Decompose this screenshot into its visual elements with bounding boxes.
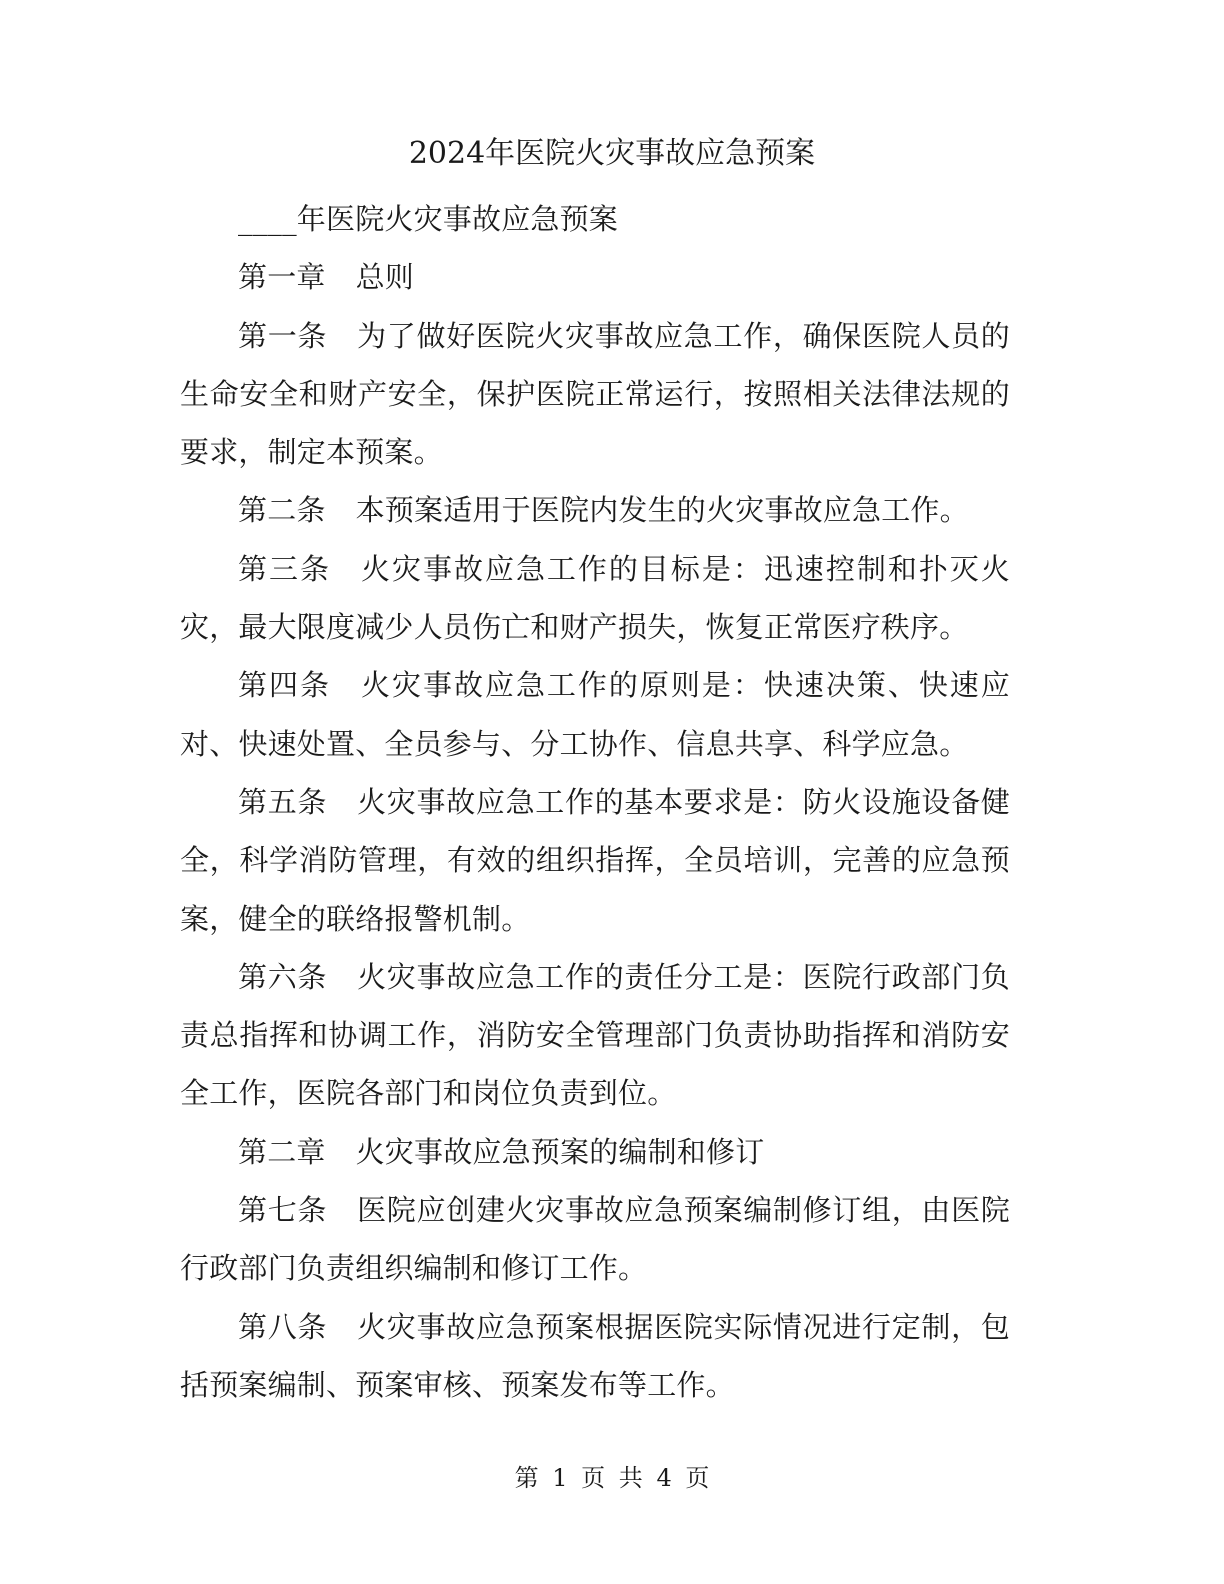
paragraph-text: 火灾事故应急工作的责任分工是：医院行政部门负责总指挥和协调工作，消防安全管理部门负责协助指挥和消防安全工作，医院各部门和岗位负责到位。 — [180, 959, 1010, 1111]
paragraph-text: 火灾事故应急预案根据医院实际情况进行定制，包括预案编制、预案审核、预案发布等工作。 — [180, 1309, 1010, 1402]
paragraph-text: 总则 — [355, 260, 415, 295]
article-label: 第七条 — [238, 1193, 328, 1228]
paragraph-text: 火灾事故应急工作的原则是：快速决策、快速应对、快速处置、全员参与、分工协作、信息共享、科学应急。 — [180, 668, 1011, 761]
paragraph — [180, 656, 1010, 773]
article-label: 第四条 — [238, 668, 331, 703]
paragraph — [180, 948, 1010, 1123]
paragraph — [180, 540, 1010, 657]
page-footer: 第 1 页 共 4 页 — [514, 1464, 710, 1492]
paragraph — [180, 481, 1010, 539]
paragraph-text: 火灾事故应急工作的目标是：迅速控制和扑灭火灾，最大限度减少人员伤亡和财产损失，恢复正常医疗秩序。 — [180, 551, 1011, 645]
chapter-label: 第一章 — [238, 260, 326, 295]
document-body — [180, 190, 1010, 1414]
paragraph — [180, 307, 1010, 482]
paragraph — [180, 1181, 1010, 1298]
article-label: 第二条 — [238, 493, 326, 528]
article-label: 第五条 — [238, 784, 328, 819]
article-label: 第八条 — [238, 1309, 328, 1344]
paragraph — [180, 1123, 1010, 1181]
paragraph — [180, 190, 1010, 248]
paragraph-text: 火灾事故应急预案的编制和修订 — [355, 1134, 765, 1169]
article-label: 第三条 — [238, 551, 331, 586]
paragraph-text: 医院应创建火灾事故应急预案编制修订组，由医院行政部门负责组织编制和修订工作。 — [180, 1193, 1010, 1286]
paragraph — [180, 248, 1010, 306]
paragraph — [180, 1298, 1010, 1415]
paragraph-text: 本预案适用于医院内发生的火灾事故应急工作。 — [355, 493, 969, 528]
article-label: 第六条 — [238, 959, 328, 994]
chapter-label: 第二章 — [238, 1134, 326, 1169]
paragraph-text: ____年医院火灾事故应急预案 — [238, 202, 619, 236]
paragraph — [180, 773, 1010, 948]
article-label: 第一条 — [238, 318, 328, 353]
paragraph-text: 火灾事故应急工作的基本要求是：防火设施设备健全，科学消防管理，有效的组织指挥，全员培训，完善的应急预案，健全的联络报警机制。 — [180, 784, 1010, 936]
paragraph-text: 为了做好医院火灾事故应急工作，确保医院人员的生命安全和财产安全，保护医院正常运行，按照相关法律法规的要求，制定本预案。 — [180, 318, 1010, 470]
document-title: 2024年医院火灾事故应急预案 — [408, 136, 816, 171]
